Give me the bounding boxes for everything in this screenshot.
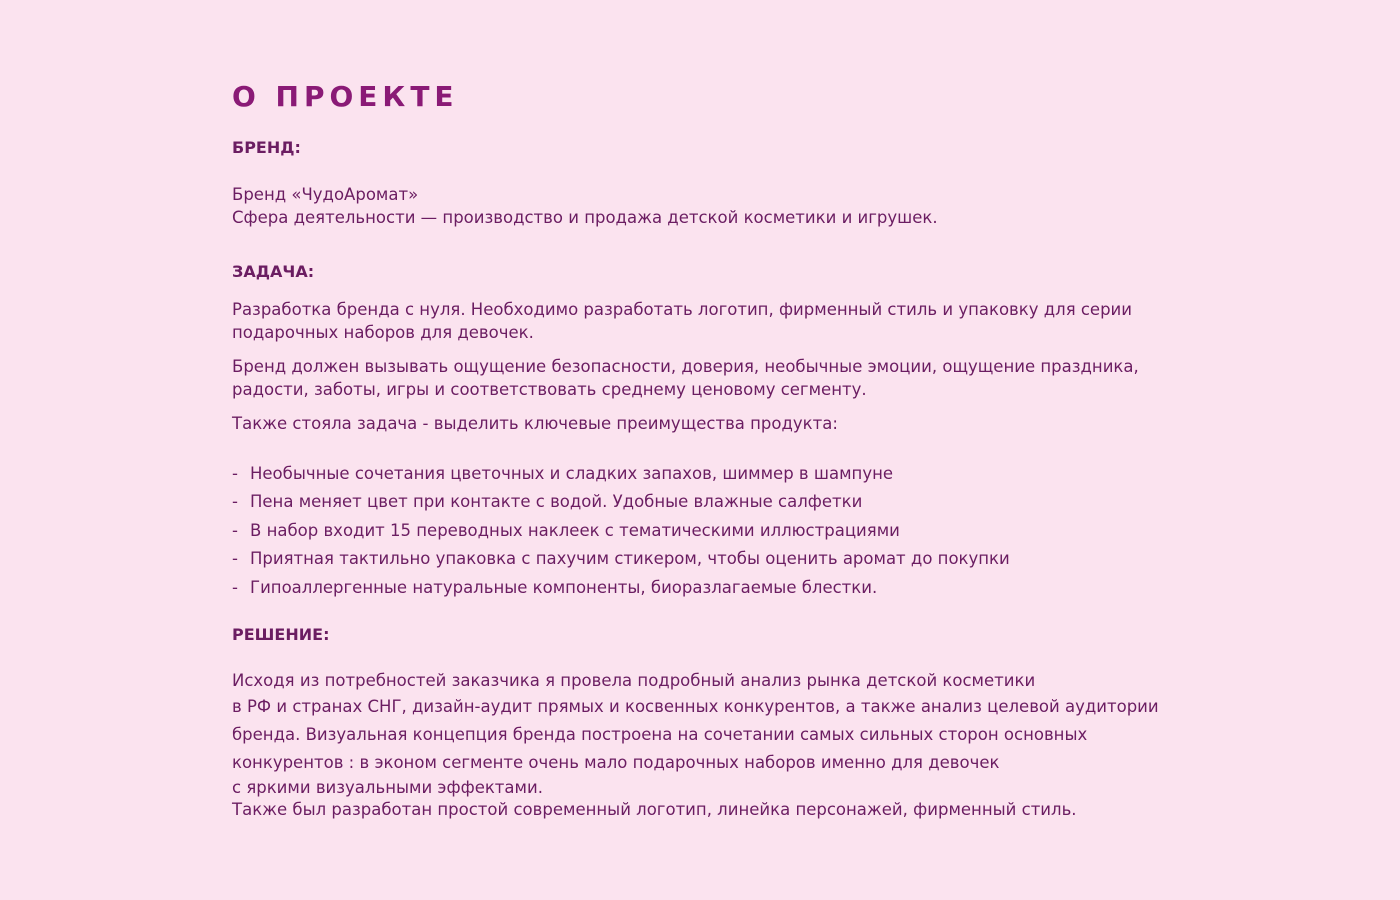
page-title: О ПРОЕКТЕ bbox=[232, 80, 459, 113]
brand-sphere: Сфера деятельности — производство и продажа детской косметики и игрушек. bbox=[232, 207, 938, 227]
bullet-dash: - bbox=[232, 549, 238, 568]
list-item-text: Пена меняет цвет при контакте с водой. Удобные влажные салфетки bbox=[250, 492, 863, 511]
text-line: подарочных наборов для девочек. bbox=[232, 322, 534, 342]
task-paragraph-2 bbox=[232, 356, 1232, 401]
solution-section bbox=[232, 670, 1232, 822]
list-item bbox=[232, 517, 1232, 546]
brand-heading: БРЕНД: bbox=[232, 138, 301, 157]
bullet-dash: - bbox=[232, 492, 238, 511]
list-item-text: Приятная тактильно упаковка с пахучим стикером, чтобы оценить аромат до покупки bbox=[250, 549, 1010, 568]
list-item-text: Необычные сочетания цветочных и сладких запахов, шиммер в шампуне bbox=[250, 463, 894, 483]
text-line: в РФ и странах СНГ, дизайн-аудит прямых и косвенных конкурентов, а также анализ целевой аудитории bbox=[232, 696, 1159, 716]
bullet-dash: - bbox=[232, 577, 238, 597]
solution-heading: РЕШЕНИЕ: bbox=[232, 625, 330, 644]
list-item bbox=[232, 488, 1232, 517]
text-line: Разработка бренда с нуля. Необходимо разработать логотип, фирменный стиль и упаковку для серии bbox=[232, 300, 1133, 319]
text-line: бренда. Визуальная концепция бренда построена на сочетании самых сильных сторон основных bbox=[232, 724, 1088, 744]
text-line: Исходя из потребностей заказчика я провела подробный анализ рынка детской косметики bbox=[232, 671, 1036, 690]
advantages-list bbox=[232, 460, 1232, 603]
project-description bbox=[232, 78, 1232, 822]
text-line: с яркими визуальными эффектами. bbox=[232, 777, 543, 797]
text-line: Бренд должен вызывать ощущение безопасности, доверия, необычные эмоции, ощущение праздника, bbox=[232, 357, 1139, 376]
list-item bbox=[232, 574, 1232, 603]
text-line: Также был разработан простой современный логотип, линейка персонажей, фирменный стиль. bbox=[232, 800, 1077, 819]
list-item-text: Гипоаллергенные натуральные компоненты, биоразлагаемые блестки. bbox=[250, 577, 878, 597]
text-line: конкурентов : в эконом сегменте очень мало подарочных наборов именно для девочек bbox=[232, 752, 1000, 772]
text-line: радости, заботы, игры и соответствовать среднему ценовому сегменту. bbox=[232, 379, 867, 399]
list-item bbox=[232, 460, 1232, 489]
list-item bbox=[232, 545, 1232, 574]
bullet-dash: - bbox=[232, 463, 238, 483]
list-item-text: В набор входит 15 переводных наклеек с тематическими иллюстрациями bbox=[250, 520, 900, 540]
bullet-dash: - bbox=[232, 520, 238, 540]
task-paragraph-1 bbox=[232, 299, 1232, 344]
task-heading: ЗАДАЧА: bbox=[232, 262, 315, 281]
task-paragraph-3: Также стояла задача - выделить ключевые преимущества продукта: bbox=[232, 414, 838, 433]
brand-section bbox=[232, 184, 1232, 229]
brand-name: Бренд «ЧудоАромат» bbox=[232, 185, 419, 204]
